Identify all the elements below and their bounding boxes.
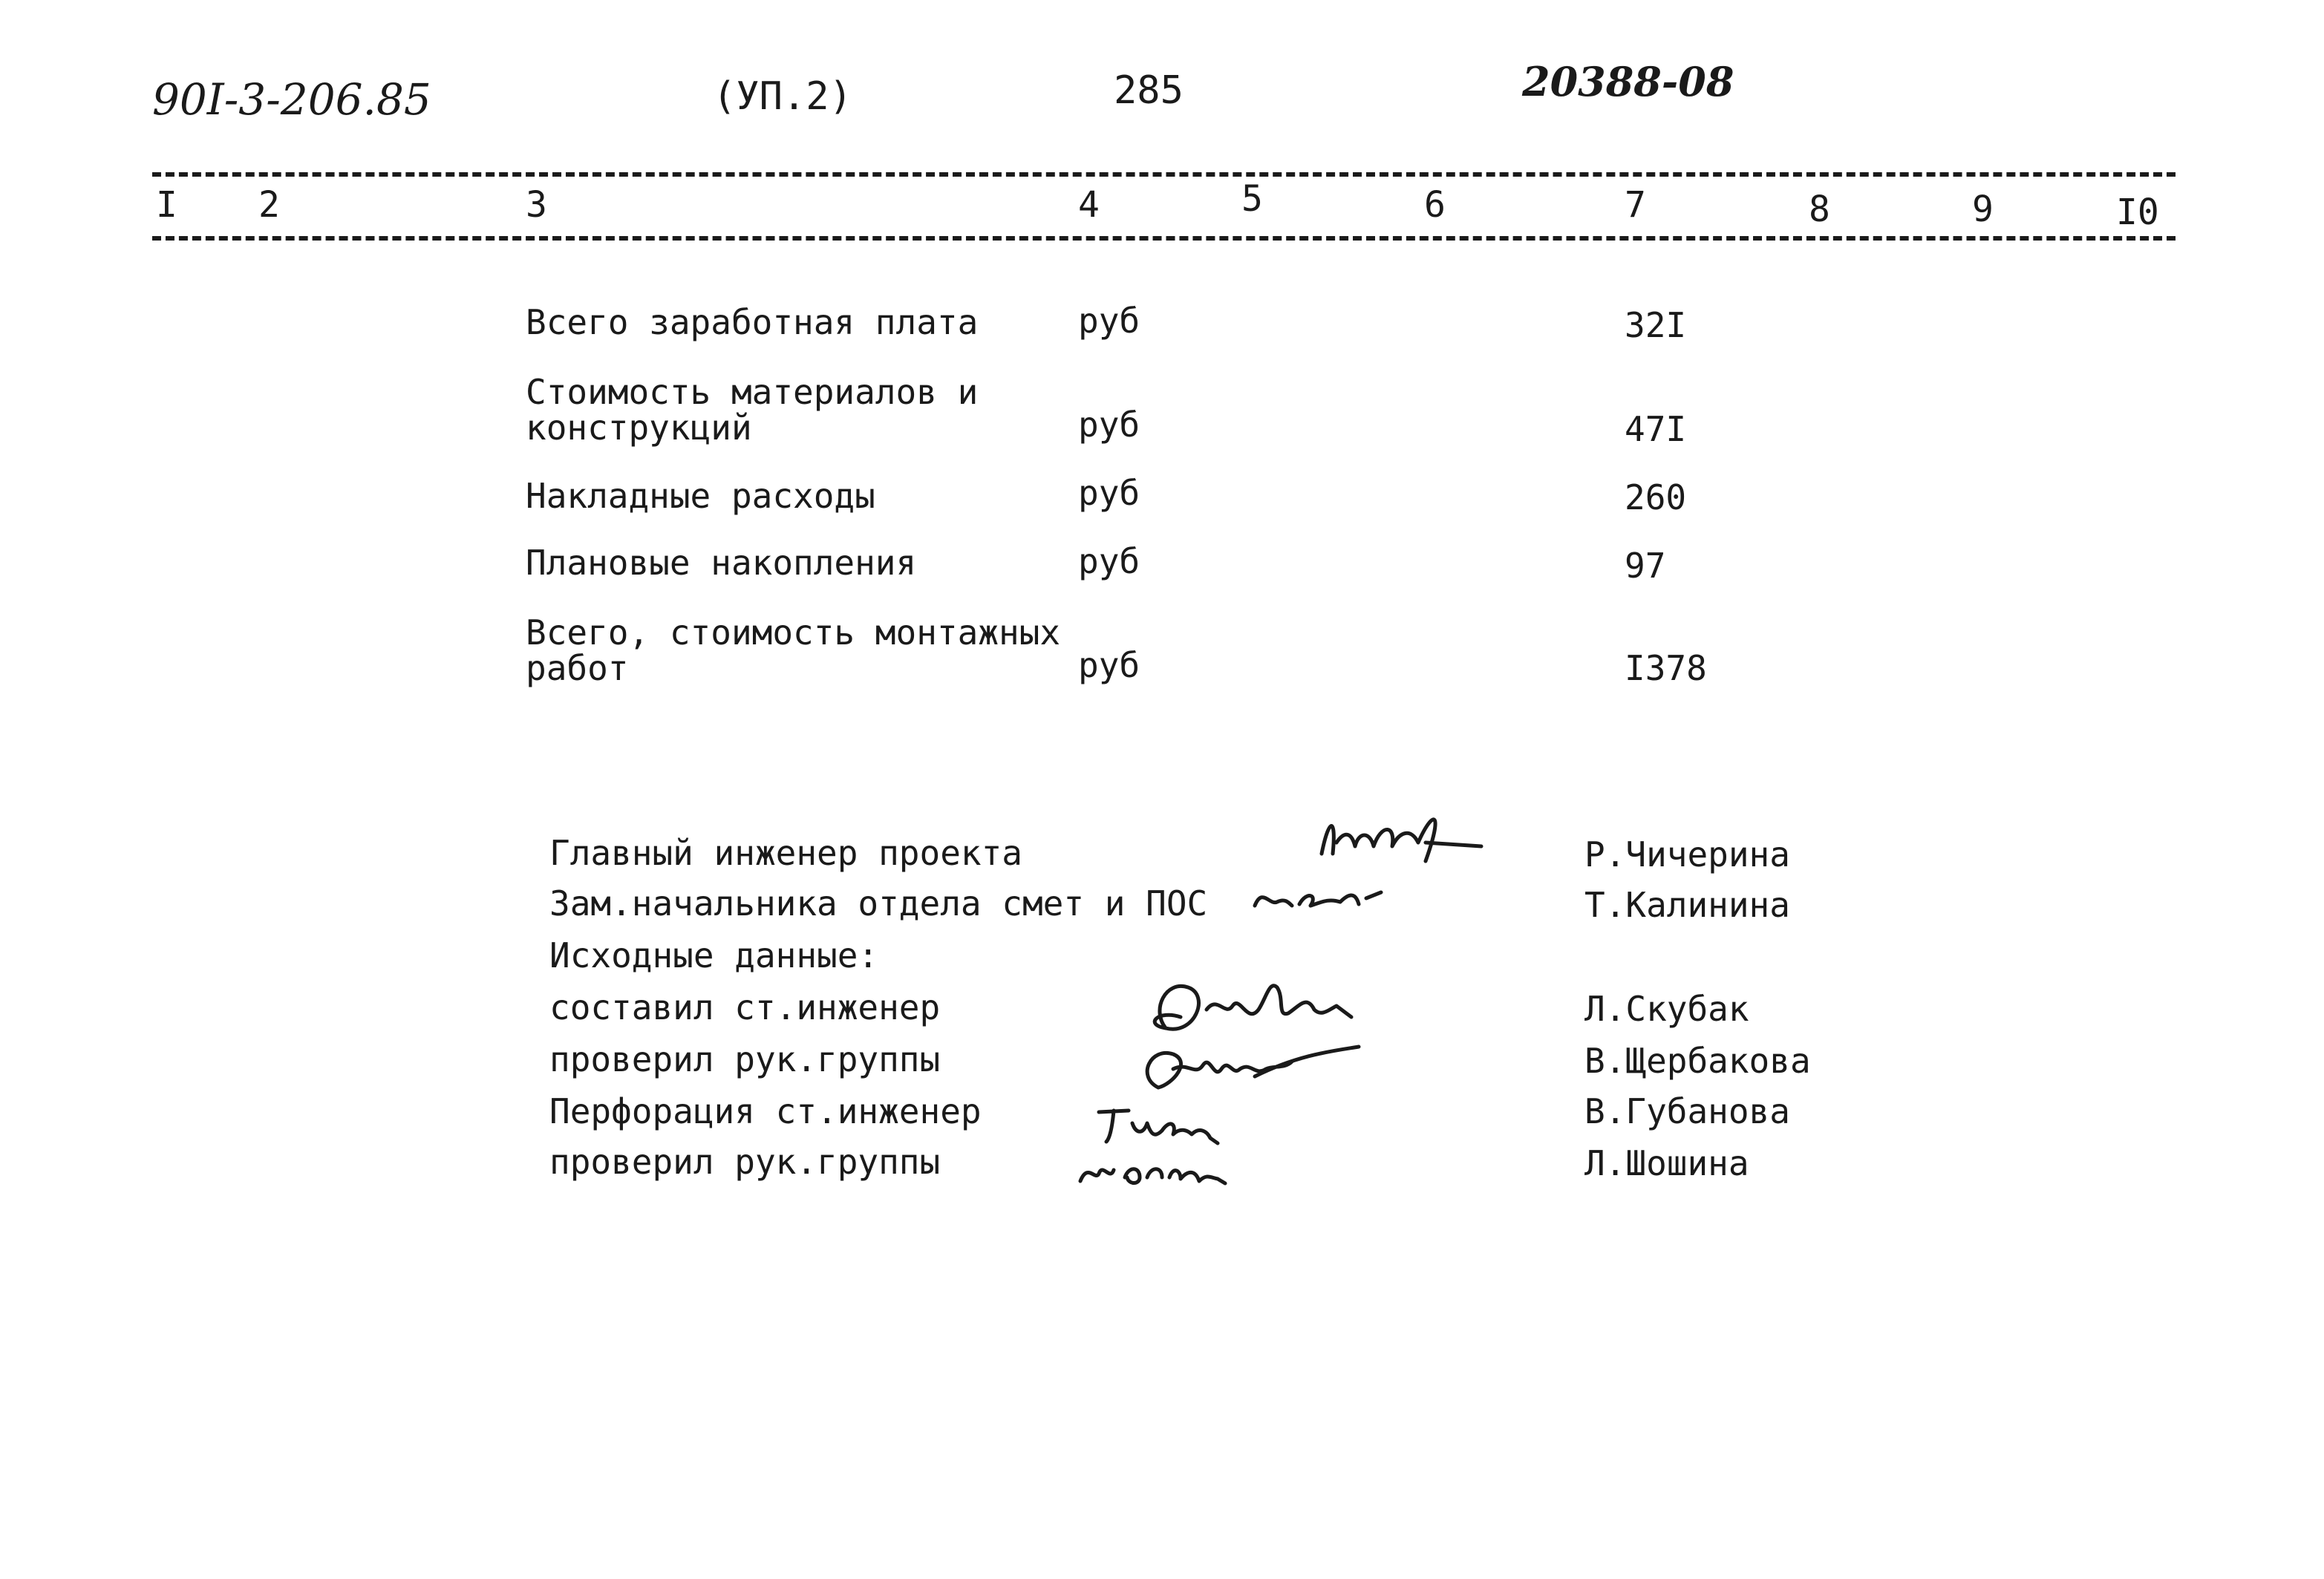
signature-role-checked-by-2: проверил рук.группы [549, 1142, 941, 1182]
column-number-3: 3 [526, 184, 547, 226]
signature-name-chief-engineer: Р.Чичерина [1584, 834, 1790, 875]
row-overhead-label: Накладные расходы [526, 476, 875, 516]
inventory-number: 20388-08 [1522, 58, 1734, 105]
signature-role-perforation: Перфорация ст.инженер [549, 1091, 982, 1131]
row-materials-label-line-1: Стоимость материалов и [526, 372, 979, 412]
column-header-top-rule [152, 172, 2176, 177]
column-number-8: 8 [1809, 189, 1830, 230]
row-overhead-value: 260 [1625, 477, 1687, 517]
signature-name-compiled-by: Л.Скубак [1584, 989, 1749, 1029]
column-header-bottom-rule [152, 236, 2176, 241]
handwritten-signature-chief-engineer [1314, 802, 1492, 876]
row-materials-value: 47I [1625, 409, 1687, 449]
document-code: 90I-3-206.85 [152, 74, 431, 125]
row-materials-label-line-2: конструкций [526, 408, 752, 448]
page-number: 285 [1114, 68, 1184, 113]
row-total-wages-unit: руб [1078, 301, 1140, 341]
signature-name-checked-by-2: Л.Шошина [1584, 1143, 1749, 1183]
row-materials-unit: руб [1078, 405, 1140, 445]
column-number-1: I [156, 184, 177, 226]
handwritten-signature-perforation [1091, 1097, 1240, 1149]
signature-name-perforation: В.Губанова [1584, 1091, 1790, 1131]
row-total-wages-value: 32I [1625, 305, 1687, 345]
signature-name-checked-by-1: В.Щербакова [1584, 1041, 1811, 1081]
handwritten-signature-checked-by-1 [1129, 1032, 1366, 1099]
handwritten-signature-checked-by-2 [1069, 1148, 1240, 1192]
signature-role-compiled-by: составил ст.инженер [549, 987, 941, 1027]
signature-name-deputy-head: Т.Калинина [1584, 885, 1790, 925]
handwritten-signature-deputy-head [1247, 876, 1388, 921]
column-number-2: 2 [258, 184, 280, 226]
column-number-10: I0 [2116, 192, 2159, 233]
column-number-4: 4 [1078, 184, 1100, 226]
signature-role-chief-engineer: Главный инженер проекта [549, 833, 1022, 873]
column-number-7: 7 [1625, 184, 1646, 226]
signature-role-deputy-head: Зам.начальника отдела смет и ПОС [549, 883, 1208, 923]
row-planned-savings-unit: руб [1078, 541, 1140, 581]
row-planned-savings-value: 97 [1625, 546, 1666, 586]
row-installation-total-value: I378 [1625, 648, 1707, 688]
row-total-wages-label: Всего заработная плата [526, 302, 979, 342]
source-data-heading: Исходные данные: [549, 935, 879, 975]
album-label: (УП.2) [713, 74, 852, 119]
column-number-6: 6 [1424, 184, 1446, 226]
column-number-9: 9 [1972, 189, 1994, 230]
row-planned-savings-label: Плановые накопления [526, 543, 917, 583]
column-number-5: 5 [1241, 178, 1263, 220]
row-installation-total-label-line-1: Всего, стоимость монтажных [526, 612, 1061, 653]
signature-role-checked-by-1: проверил рук.группы [549, 1039, 941, 1079]
row-overhead-unit: руб [1078, 473, 1140, 513]
row-installation-total-label-line-2: работ [526, 648, 629, 688]
row-installation-total-unit: руб [1078, 645, 1140, 685]
